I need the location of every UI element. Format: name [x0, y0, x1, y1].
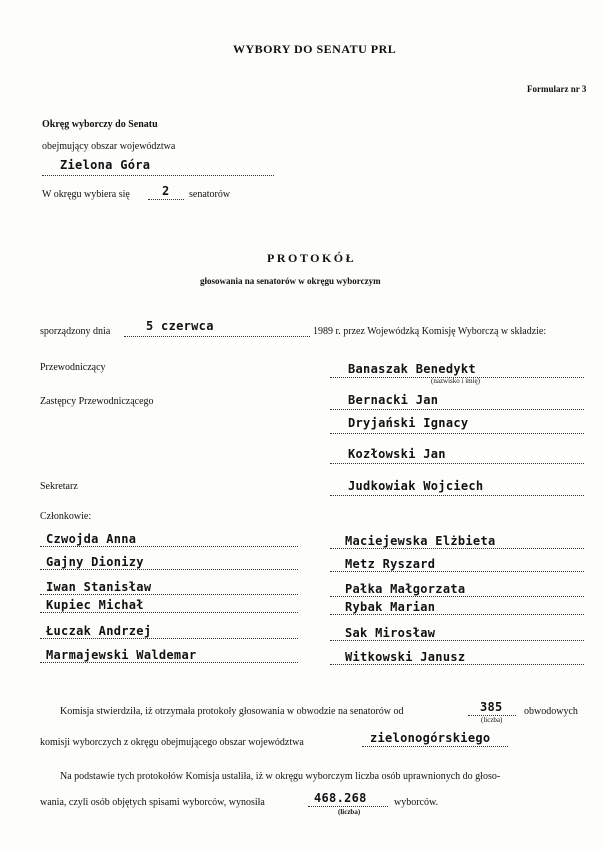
voivodeship-adj-line [362, 746, 508, 747]
circuits-count: 385 [480, 700, 503, 714]
elects-prefix: W okręgu wybiera się [42, 189, 130, 200]
voivodeship-value: Zielona Góra [60, 158, 151, 172]
findings-p2-c: wyborców. [394, 797, 439, 808]
secretary-name: Judkowiak Wojciech [348, 479, 484, 493]
elects-count: 2 [162, 184, 170, 198]
member-right-2: Metz Ryszard [345, 557, 436, 571]
eligible-count: 468.268 [314, 791, 367, 805]
page-title: WYBORY DO SENATU PRL [233, 42, 397, 56]
member-right-2-line [330, 571, 584, 572]
circuits-hint: (liczba) [481, 716, 503, 724]
drawn-suffix: 1989 r. przez Wojewódzką Komisję Wyborczą w składzie: [313, 326, 547, 337]
member-left-5: Łuczak Andrzej [46, 624, 152, 638]
member-right-1: Maciejewska Elżbieta [345, 534, 496, 548]
deputy-3: Kozłowski Jan [348, 447, 446, 461]
member-left-4-line [40, 612, 298, 613]
member-left-3: Iwan Stanisław [46, 580, 152, 594]
date-value: 5 czerwca [146, 319, 214, 333]
member-right-5: Sak Mirosław [345, 626, 436, 640]
secretary-line [330, 495, 584, 496]
member-left-4: Kupiec Michał [46, 598, 144, 612]
findings-p1-c: komisji wyborczych z okręgu obejmującego obszar województwa [40, 737, 304, 748]
member-left-6-line [40, 662, 298, 663]
voivodeship-adj: zielonogórskiego [370, 731, 491, 745]
deputy-3-line [330, 463, 584, 464]
member-left-3-line [40, 594, 298, 595]
member-right-1-line [330, 548, 584, 549]
member-left-1: Czwojda Anna [46, 532, 137, 546]
member-right-6-line [330, 664, 584, 665]
district-label: Okręg wyborczy do Senatu [42, 119, 158, 130]
member-right-3: Pałka Małgorzata [345, 582, 466, 596]
eligible-line [308, 806, 388, 807]
secretary-label: Sekretarz [40, 481, 78, 492]
deputy-1: Bernacki Jan [348, 393, 439, 407]
deputy-2-line [330, 433, 584, 434]
findings-p1-b: obwodowych [524, 706, 578, 717]
members-label: Członkowie: [40, 511, 92, 522]
deputy-label: Zastępcy Przewodniczącego [40, 396, 154, 407]
member-left-5-line [40, 638, 298, 639]
member-left-1-line [40, 546, 298, 547]
member-left-6: Marmajewski Waldemar [46, 648, 197, 662]
member-right-4: Rybak Marian [345, 600, 436, 614]
member-right-5-line [330, 640, 584, 641]
date-line [124, 336, 310, 337]
deputy-2: Dryjański Ignacy [348, 416, 469, 430]
name-hint: (nazwisko i imię) [431, 377, 480, 385]
findings-p2-b: wania, czyli osób objętych spisami wyborców, wynosiła [40, 797, 265, 808]
eligible-hint: (liczba) [338, 808, 361, 816]
chair-label: Przewodniczący [40, 362, 106, 373]
member-left-2-line [40, 569, 298, 570]
member-right-3-line [330, 596, 584, 597]
chair-name: Banaszak Benedykt [348, 362, 476, 376]
deputy-1-line [330, 409, 584, 410]
protocol-subtitle: głosowania na senatorów w okręgu wyborczym [200, 276, 381, 286]
covering-label: obejmujący obszar województwa [42, 141, 176, 152]
form-number: Formularz nr 3 [527, 84, 587, 94]
findings-p2-a: Na podstawie tych protokołów Komisja ustaliła, iż w okręgu wyborczym liczba osób uprawnionych do głoso- [60, 771, 501, 782]
protocol-title: PROTOKÓŁ [267, 251, 357, 265]
drawn-label: sporządzony dnia [40, 326, 111, 337]
elects-suffix: senatorów [189, 189, 231, 200]
member-right-6: Witkowski Janusz [345, 650, 466, 664]
findings-p1-a: Komisja stwierdziła, iż otrzymała protokoły głosowania w obwodzie na senatorów od [60, 706, 404, 717]
voivodeship-line [42, 175, 274, 176]
member-left-2: Gajny Dionizy [46, 555, 144, 569]
member-right-4-line [330, 614, 584, 615]
elects-line [148, 199, 184, 200]
